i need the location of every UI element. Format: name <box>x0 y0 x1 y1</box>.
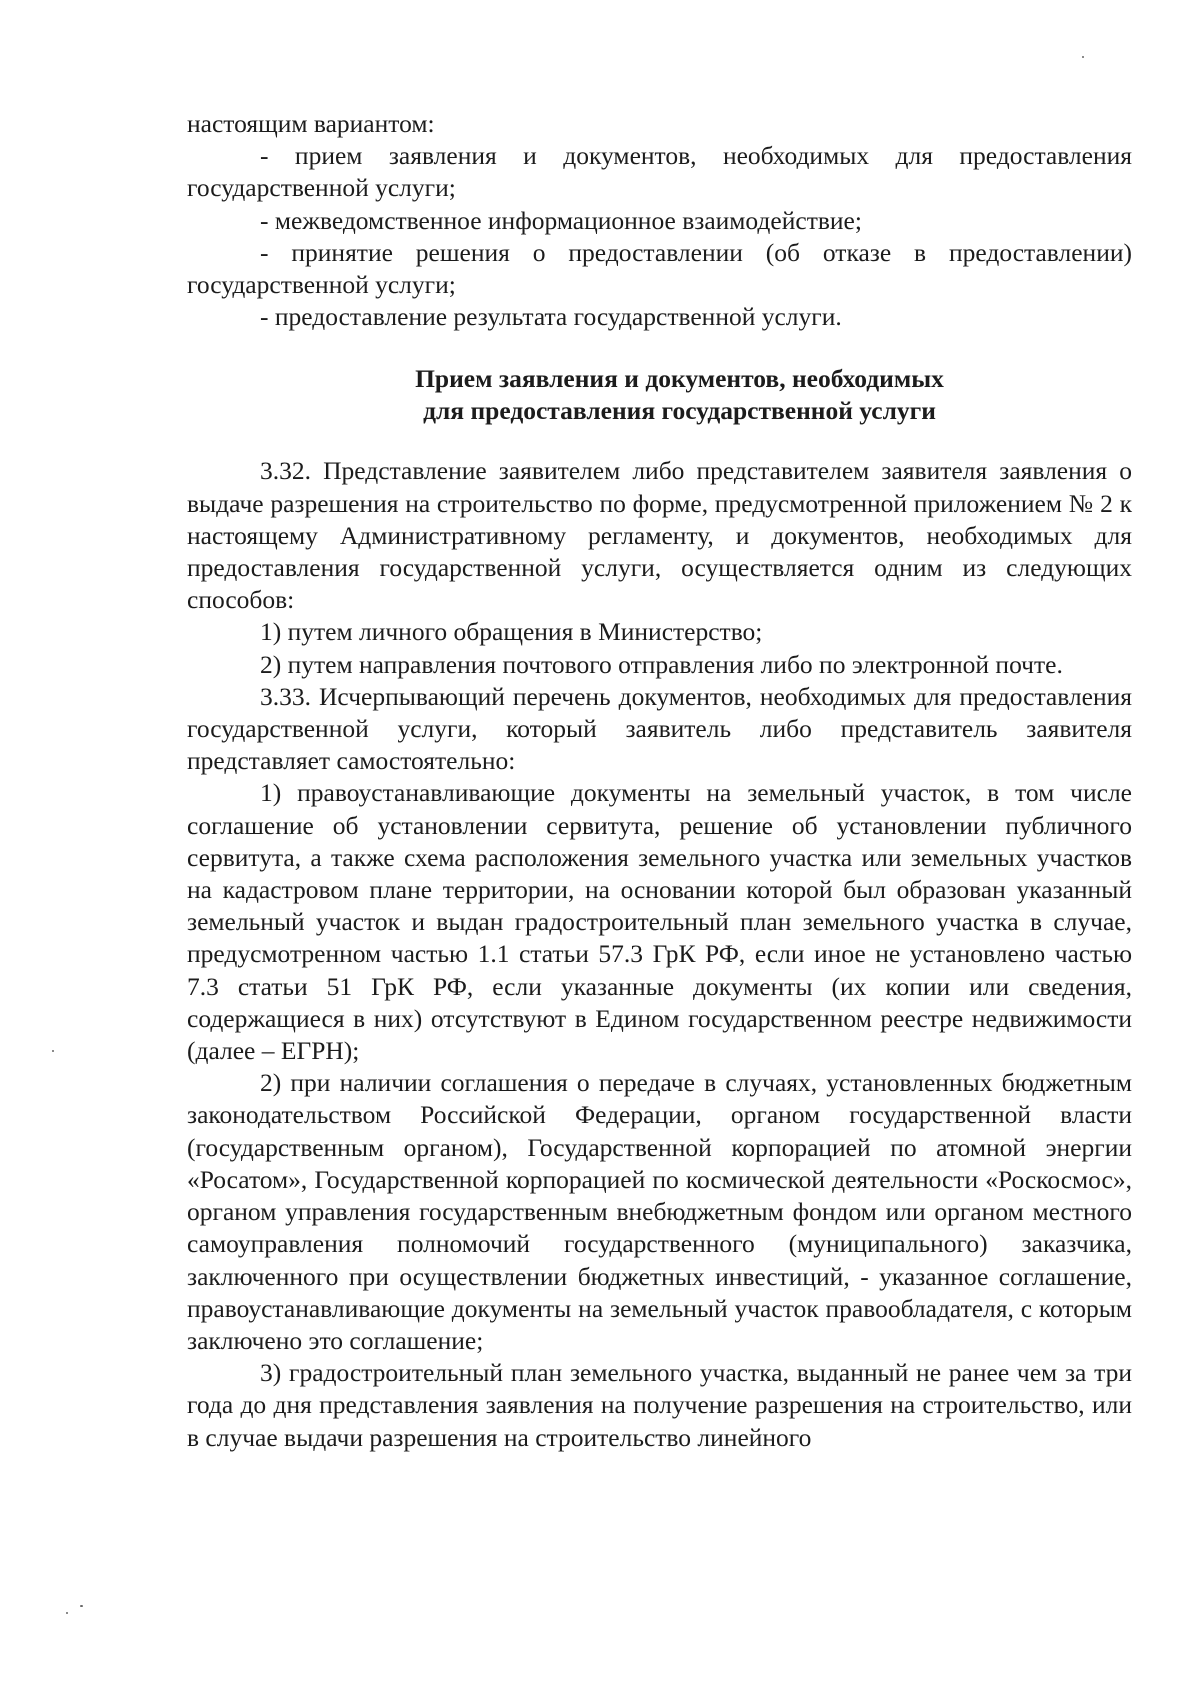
scan-speck <box>52 1050 54 1052</box>
lead-line: настоящим вариантом: <box>187 109 435 138</box>
spacer <box>187 427 1132 445</box>
scan-speck <box>1082 56 1084 58</box>
paragraph-3-32: 3.32. Представление заявителем либо представителем заявителя заявления о выдаче разрешения на строительство по форме, предусмотренной приложением № 2 к настоящему Административному регламенту, и документов, необходимых для предоставления государственной услуги, осуществляется одним из следующих способов: <box>187 456 1132 615</box>
document-item: 1) правоустанавливающие документы на земельный участок, в том числе соглашение об установлении сервитута, решение об установлении публичного сервитута, а также схема расположения земельного участка или земельных участков на кадастровом плане территории, на основании которой был образован указанный земельный участок и выдан градостроительный план земельного участка в случае, предусмотренном частью 1.1 статьи 57.3 ГрК РФ, если иное не установлено частью 7.3 статьи 51 ГрК РФ, если указанные документы (их копии или сведения, содержащиеся в них) отсутствуют в Едином государственном реестре недвижимости (далее – ЕГРН); <box>187 778 1132 1066</box>
section-heading-line-2: для предоставления государственной услуги <box>423 396 936 426</box>
document-item: 2) при наличии соглашения о передаче в случаях, установленных бюджетным законодательством Российской Федерации, органом государственной власти (государственным органом), Государственной корпорацией по атомной энергии «Росатом», Государственной корпорацией по космической деятельности «Роскосмос», органом управления государственным внебюджетным фондом или органом местного самоуправления полномочий государственного (муниципального) заказчика, заключенного при осуществлении бюджетных инвестиций, - указанное соглашение, правоустанавливающие документы на земельный участок правообладателя, с которым заключено это соглашение; <box>187 1068 1132 1355</box>
procedure-item: - межведомственное информационное взаимодействие; <box>260 205 862 235</box>
scan-speck <box>80 1605 83 1607</box>
section-heading-line-1: Прием заявления и документов, необходимых <box>415 364 944 394</box>
procedure-item: - прием заявления и документов, необходимых для предоставления государственной услуги; <box>187 141 1132 203</box>
spacer <box>187 333 1132 351</box>
way-item: 2) путем направления почтового отправления либо по электронной почте. <box>260 649 1063 679</box>
procedure-item: - принятие решения о предоставлении (об отказе в предоставлении) государственной услуги; <box>187 237 1132 300</box>
document-item: 3) градостроительный план земельного участка, выданный не ранее чем за три года до дня представления заявления на получение разрешения на строительство, или в случае выдачи разрешения на строительство линейного <box>187 1358 1132 1452</box>
scan-speck <box>66 1612 68 1614</box>
procedure-item: - предоставление результата государственной услуги. <box>260 302 842 332</box>
paragraph-3-33: 3.33. Исчерпывающий перечень документов, необходимых для предоставления государственной услуги, который заявитель либо представитель заявителя представляет самостоятельно: <box>187 681 1132 776</box>
way-item: 1) путем личного обращения в Министерство; <box>260 617 763 647</box>
